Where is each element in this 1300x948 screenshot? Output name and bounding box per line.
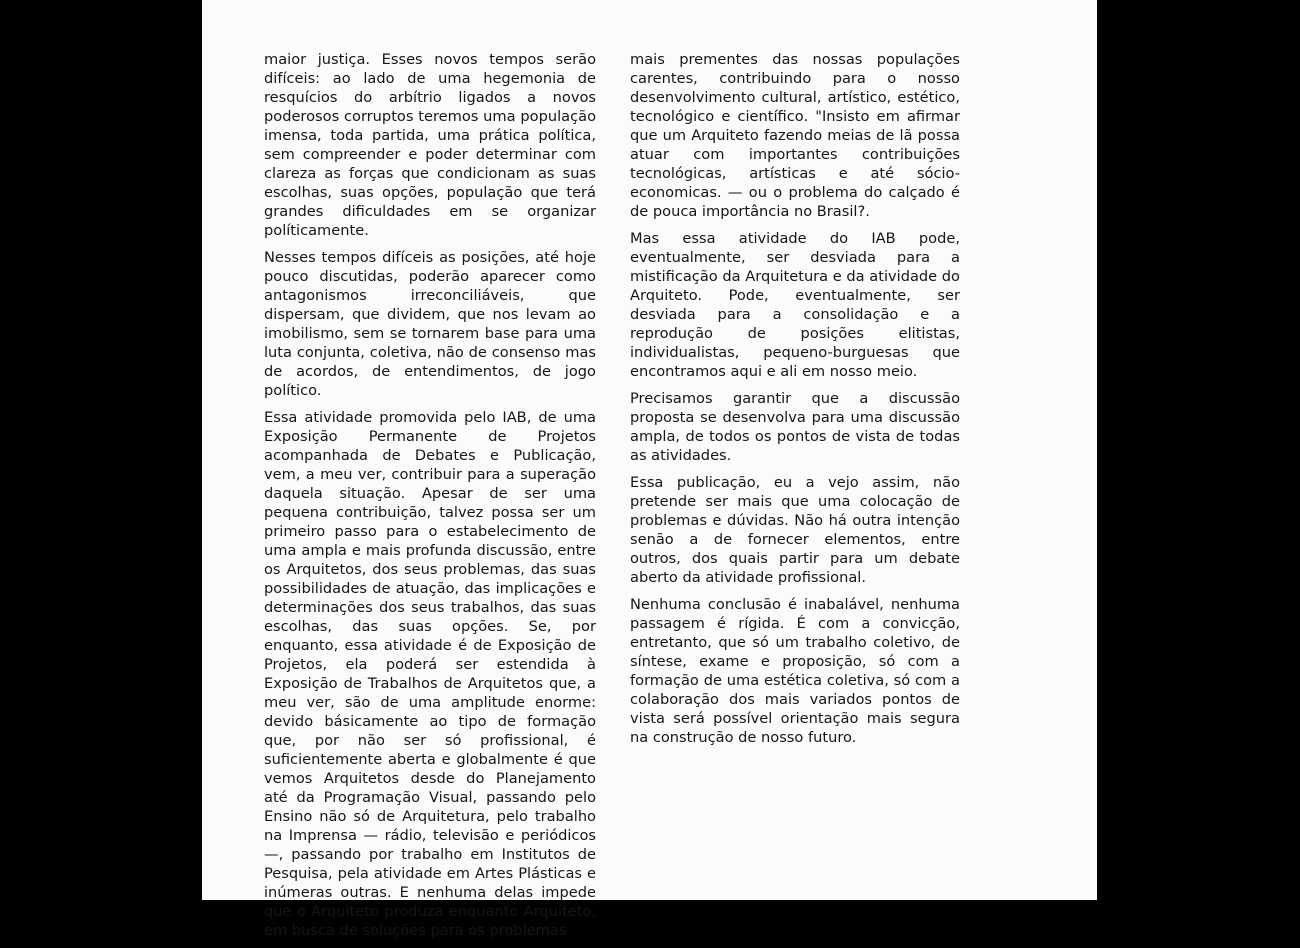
- paragraph: Essa publicação, eu a vejo assim, não pretende ser mais que uma colocação de problemas e dúvidas. Não há outra intenção senão a de fornecer elementos, entre outros, dos quais partir para um debate aberto da atividade profissional.: [630, 474, 960, 586]
- right-column: [630, 50, 960, 755]
- left-column: [264, 50, 596, 948]
- paragraph: maior justiça. Esses novos tempos serão difíceis: ao lado de uma hegemonia de resquícios do arbítrio ligados a novos poderosos corruptos teremos uma população imensa, toda partida, uma prática política, sem compreender e poder determinar com clareza as forças que condicionam as suas escolhas, suas opções, população que terá grandes dificuldades em se organizar políticamente.: [264, 51, 596, 239]
- paragraph: Nesses tempos difíceis as posições, até hoje pouco discutidas, poderão aparecer como antagonismos irreconciliáveis, que dispersam, que dividem, que nos levam ao imobilismo, sem se tornarem base para uma luta conjunta, coletiva, não de consenso mas de acordos, de entendimentos, de jogo político.: [264, 249, 596, 399]
- paragraph: Essa atividade promovida pelo IAB, de uma Exposição Permanente de Projetos acompanhada de Debates e Publicação, vem, a meu ver, contribuir para a superação daquela situação. Apesar de ser uma pequena contribuição, talvez possa ser um primeiro passo para o estabelecimento de uma ampla e mais profunda discussão, entre os Arquitetos, dos seus problemas, das suas possibilidades de atuação, das implicações e determinações dos seus trabalhos, das suas escolhas, das suas opções. Se, por enquanto, essa atividade é de Exposição de Projetos, ela poderá ser estendida à Exposição de Trabalhos de Arquitetos que, a meu ver, são de uma amplitude enorme: devido básicamente ao tipo de formação que, por não ser só profissional, é suficientemente aberta e globalmente é que vemos Arquitetos desde do Planejamento até da Programação Visual, passando pelo Ensino não só de Arquitetura, pelo trabalho na Imprensa — rádio, televisão e periódicos —, passando por trabalho em Institutos de Pesquisa, pela atividade em Artes Plásticas e inúmeras outras. E nenhuma delas impede que o Arquiteto produza enquanto Arquiteto, em busca de soluções para os problemas: [264, 409, 596, 939]
- paragraph: Nenhuma conclusão é inabalável, nenhuma passagem é rígida. É com a convicção, entretanto, que só um trabalho coletivo, de síntese, exame e proposição, só com a formação de uma estética coletiva, só com a colaboração dos mais variados pontos de vista será possível orientação mais segura na construção de nosso futuro.: [630, 596, 960, 746]
- paragraph: mais prementes das nossas populações carentes, contribuindo para o nosso desenvolvimento cultural, artístico, estético, tecnológico e científico. "Insisto em afirmar que um Arquiteto fazendo meias de lã possa atuar com importantes contribuições tecnológicas, artísticas e até sócio-economicas. — ou o problema do calçado é de pouca importância no Brasil?.: [630, 51, 960, 220]
- paragraph: Precisamos garantir que a discussão proposta se desenvolva para uma discussão ampla, de todos os pontos de vista de todas as atividades.: [630, 390, 960, 464]
- document-page: [202, 0, 1097, 939]
- paragraph: Mas essa atividade do IAB pode, eventualmente, ser desviada para a mistificação da Arquitetura e da atividade do Arquiteto. Pode, eventualmente, ser desviada para a consolidação e a reprodução de posições elitistas, individualistas, pequeno-burguesas que encontramos aqui e ali em nosso meio.: [630, 230, 960, 380]
